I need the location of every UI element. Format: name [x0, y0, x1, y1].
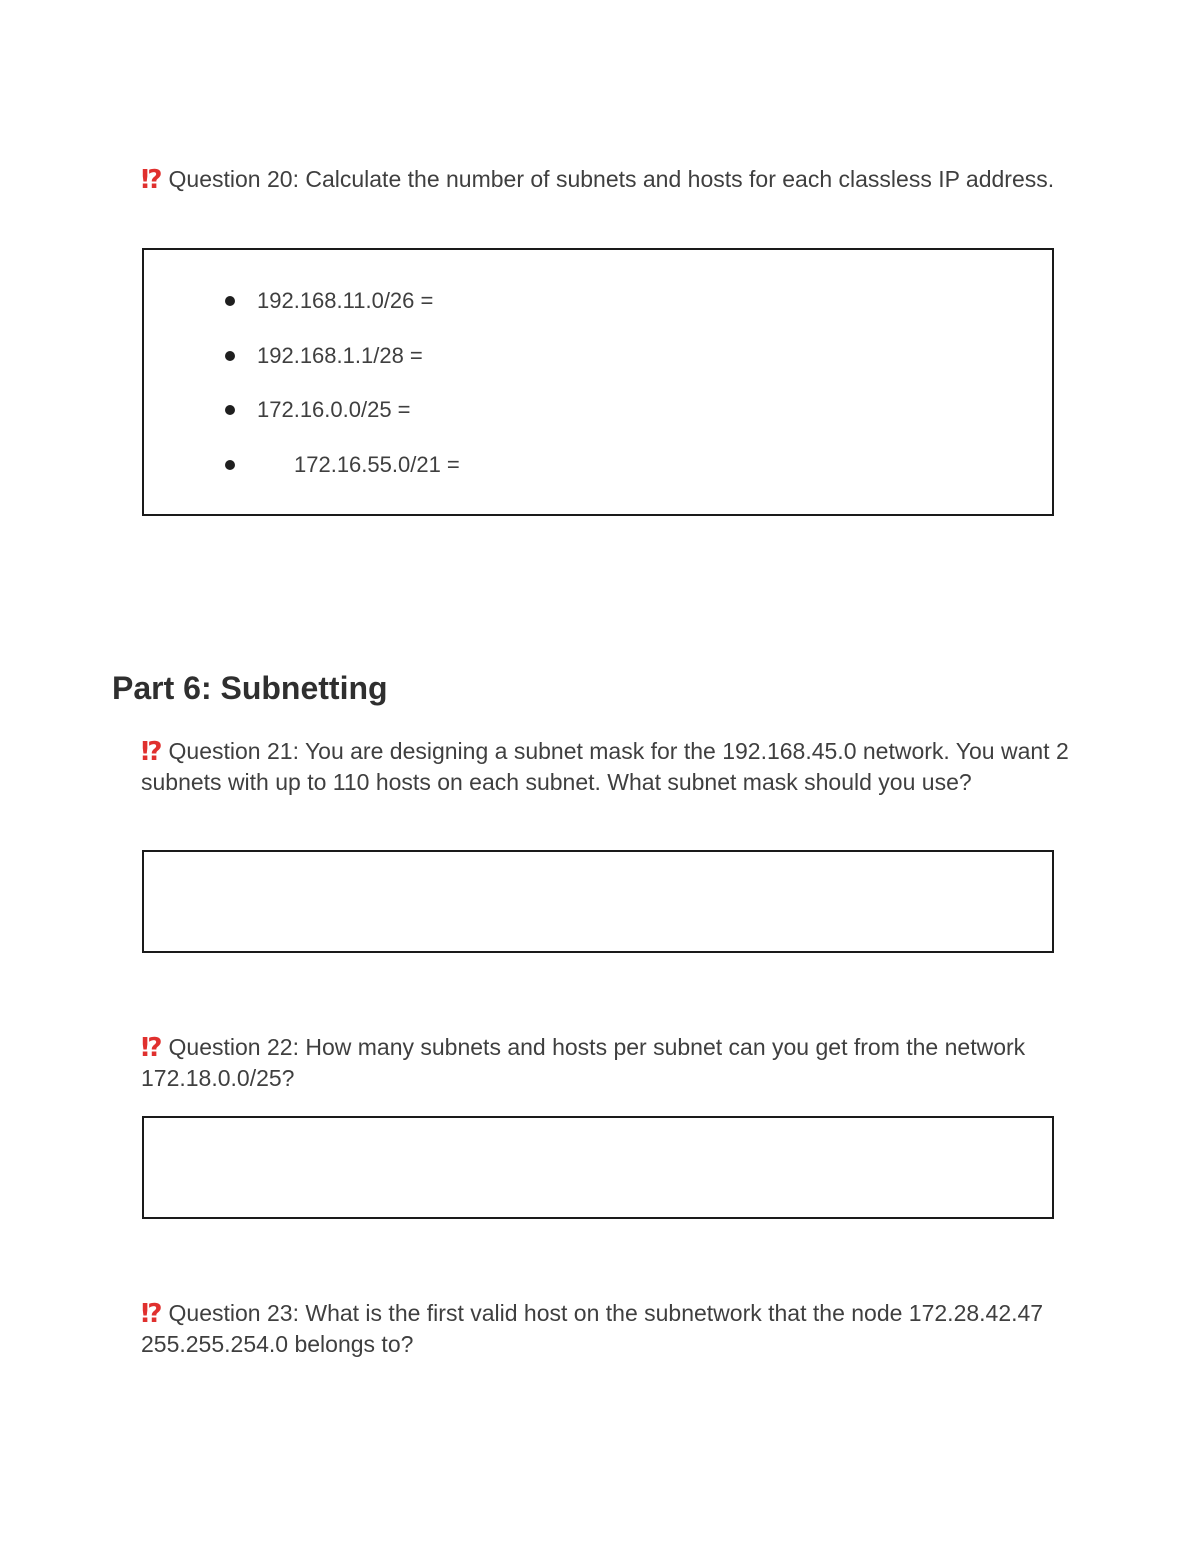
question-21: [141, 735, 1071, 798]
bullet-dot-icon: [225, 351, 235, 361]
question-20: [141, 163, 1071, 195]
exclamation-question-icon: ⁉: [141, 1298, 161, 1328]
ip-address-text: 192.168.1.1/28 =: [257, 343, 423, 368]
bullet-dot-icon: [225, 405, 235, 415]
exclamation-question-icon: ⁉: [141, 736, 161, 766]
answer-box-question-21[interactable]: [142, 850, 1054, 953]
list-item: [144, 450, 1052, 480]
answer-box-question-20[interactable]: [142, 248, 1054, 516]
bullet-dot-icon: [225, 296, 235, 306]
exclamation-question-icon: ⁉: [141, 1032, 161, 1062]
list-item: [144, 341, 1052, 371]
ip-address-text: 172.16.0.0/25 =: [257, 397, 411, 422]
section-heading-part-6: Part 6: Subnetting: [112, 670, 388, 706]
list-item: [144, 395, 1052, 425]
ip-address-text: 192.168.11.0/26 =: [257, 288, 434, 313]
question-22: [141, 1031, 1071, 1094]
exclamation-question-icon: ⁉: [141, 164, 161, 194]
bullet-dot-icon: [225, 460, 235, 470]
answer-box-question-22[interactable]: [142, 1116, 1054, 1219]
ip-address-text: 172.16.55.0/21 =: [294, 452, 460, 477]
question-20-text: Question 20: Calculate the number of subnets and hosts for each classless IP address.: [168, 166, 1055, 192]
question-23: [141, 1297, 1071, 1360]
question-23-text: Question 23: What is the first valid host on the subnetwork that the node 172.28.42.47 255.255.254.0 belongs to?: [141, 1300, 1044, 1357]
list-item: [144, 286, 1052, 316]
question-21-text: Question 21: You are designing a subnet mask for the 192.168.45.0 network. You want 2 subnets with up to 110 hosts on each subnet. What subnet mask should you use?: [141, 738, 1069, 795]
question-22-text: Question 22: How many subnets and hosts per subnet can you get from the network 172.18.0.0/25?: [141, 1034, 1026, 1091]
